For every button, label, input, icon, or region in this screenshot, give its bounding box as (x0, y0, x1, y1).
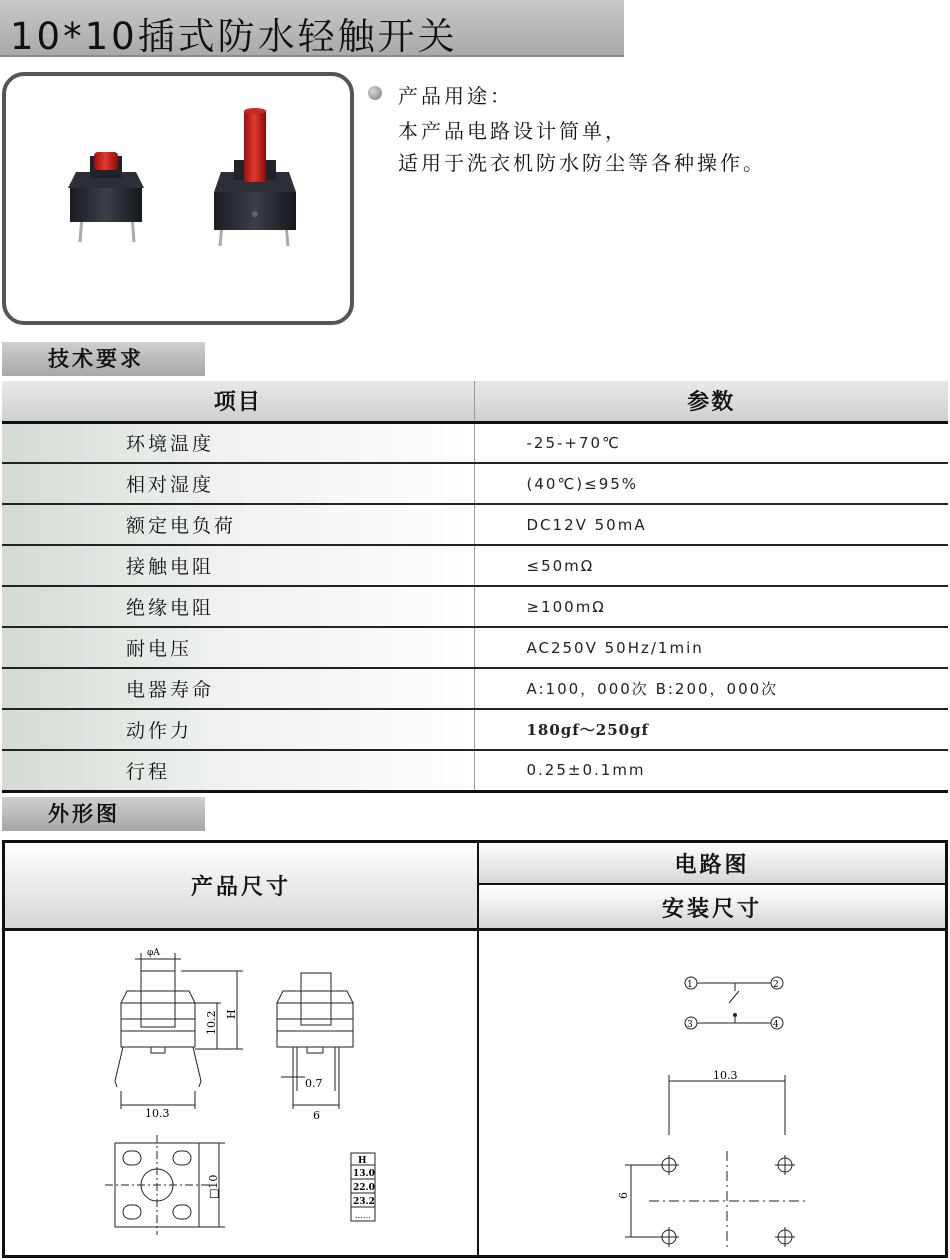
h-value: 22.0 (353, 1183, 375, 1193)
table-row (2, 422, 948, 463)
bullet-icon (368, 86, 382, 100)
spec-value: AC250V 50Hz/1min (474, 627, 948, 668)
product-size-header: 产品尺寸 (5, 843, 477, 928)
mount-dim-10-3: 10.3 (713, 1069, 738, 1082)
table-row (2, 750, 948, 791)
spec-value: -25-+70℃ (474, 422, 948, 463)
spec-item: 环境温度 (2, 422, 474, 463)
mounting-size-header: 安装尺寸 (479, 886, 945, 928)
spec-item: 绝缘电阻 (2, 586, 474, 627)
pin-2: 2 (773, 980, 779, 990)
usage-heading: 产品用途： (398, 84, 513, 108)
usage-line-1: 本产品电路设计简单， (398, 119, 628, 143)
h-value: …… (355, 1211, 371, 1220)
spec-item: 动作力 (2, 709, 474, 750)
dim-10-2: 10.2 (205, 1010, 218, 1035)
spec-value: 180gf～250gf (474, 709, 948, 750)
table-row (2, 463, 948, 504)
table-row (2, 627, 948, 668)
h-value: 23.2 (353, 1197, 375, 1207)
dim-10-3: 10.3 (145, 1107, 170, 1120)
table-row (2, 586, 948, 627)
spec-item: 耐电压 (2, 627, 474, 668)
h-table-head: H (358, 1156, 367, 1166)
table-row (2, 709, 948, 750)
table-row (2, 668, 948, 709)
page-title: 10*10插式防水轻触开关 (10, 15, 458, 58)
table-row (2, 545, 948, 586)
spec-value: 0.25±0.1mm (526, 761, 646, 780)
pin-3: 3 (687, 1020, 693, 1030)
h-value: 13.0 (353, 1169, 375, 1179)
dim-sq10: □10 (207, 1174, 220, 1199)
spec-section-tab: 技术要求 (2, 342, 205, 376)
tall-switch-image (214, 108, 296, 246)
spec-table-header (2, 381, 948, 422)
col-header-item: 项目 (2, 381, 474, 422)
product-photo (2, 72, 354, 325)
spec-value: ≥100mΩ (474, 586, 948, 627)
col-header-param: 参数 (474, 381, 948, 422)
spec-item: 电器寿命 (2, 668, 474, 709)
circuit-diagram-header: 电路图 (479, 843, 945, 885)
pin-1: 1 (687, 980, 693, 990)
product-photo-illustration (6, 76, 350, 321)
spec-value: ≤50mΩ (474, 545, 948, 586)
table-row (2, 504, 948, 545)
dim-h: H (225, 1009, 238, 1019)
short-switch-image (68, 152, 144, 242)
spec-value: DC12V 50mA (474, 504, 948, 545)
outline-section-tab: 外形图 (2, 797, 205, 831)
circuit-and-mounting-drawing (479, 931, 945, 1255)
spec-value: A:100，000次 B:200，000次 (474, 668, 948, 709)
pin-4: 4 (773, 1020, 779, 1030)
usage-line-2: 适用于洗衣机防水防尘等各种操作。 (398, 151, 766, 175)
dim-dia-a: φA (147, 948, 160, 958)
spec-item: 接触电阻 (2, 545, 474, 586)
dim-0-7: 0.7 (305, 1077, 323, 1090)
spec-value: (40℃)≤95% (474, 463, 948, 504)
title-bar (0, 0, 624, 57)
outline-drawing-frame (2, 840, 948, 1258)
mount-dim-6: 6 (617, 1192, 630, 1199)
spec-item: 相对湿度 (2, 463, 474, 504)
spec-item: 额定电负荷 (2, 504, 474, 545)
spec-table (2, 381, 948, 793)
dim-6: 6 (313, 1109, 320, 1122)
spec-item: 行程 (2, 750, 474, 791)
product-size-drawing (5, 931, 477, 1255)
